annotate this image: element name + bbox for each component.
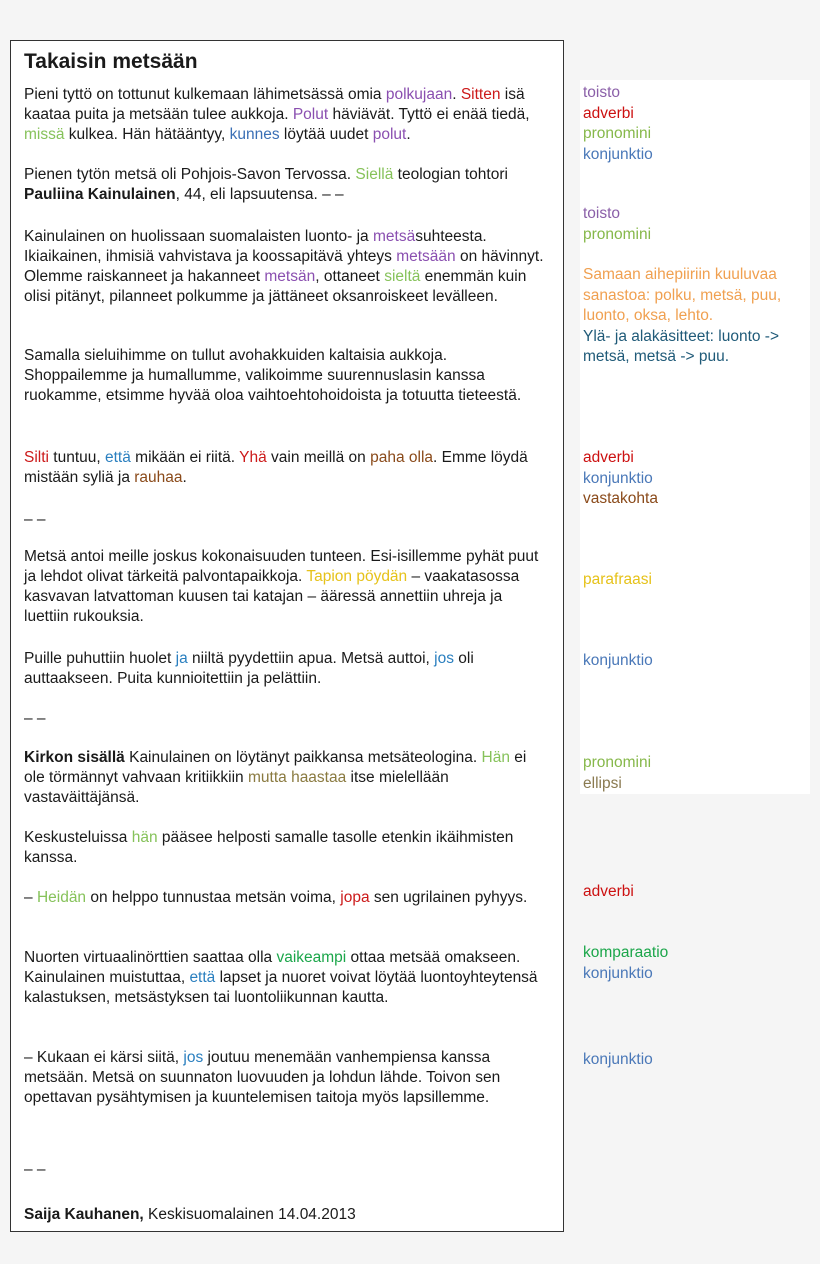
annotation-label: adverbi — [583, 449, 634, 466]
annotation-label: adverbi — [583, 104, 634, 122]
annotation-label: pronomini — [583, 754, 652, 771]
text-segment: Samalla sieluihimme on tullut avohakkuiden kaltaisia aukkoja. Shoppailemme ja humallumme, valikoimme suurennuslasin kanssa ruokamme, etsimme hyvää oloa vaihtoehtohoidoista ja totuutta tieteestä. — [24, 347, 522, 404]
paragraph-9 — [24, 828, 544, 868]
highlighted-word: polkujaan — [385, 86, 453, 103]
section-divider: – – — [24, 511, 46, 528]
text-segment: – Kukaan ei kärsi siitä, — [24, 1049, 184, 1066]
highlighted-word: että — [105, 449, 131, 466]
text-segment: teologian tohtori — [393, 166, 508, 183]
text-segment: Kainulainen on löytänyt paikkansa metsäteologina. — [124, 749, 482, 766]
annotation-label: toisto — [583, 205, 621, 222]
text-segment: Kainulainen on huolissaan suomalaisten luonto- ja — [24, 228, 373, 245]
text-segment: joutuu menemään vanhempiensa kanssa metsään. Metsä on suunnaton luovuuden ja lohdun lähde. Toivon sen opettavan pysähtymisen ja kuuntelemisen taitoja myös lapsillemme. — [24, 1049, 501, 1106]
text-segment: itse mielellään vastaväittäjänsä. — [24, 769, 449, 806]
highlighted-word: Yhä — [239, 449, 267, 466]
text-segment: . — [452, 86, 461, 103]
bold-text: Pauliina Kainulainen — [24, 186, 176, 203]
highlighted-word: vaikeampi — [276, 949, 347, 966]
annotation-label: konjunktio — [583, 652, 653, 669]
highlighted-word: Polut — [292, 106, 329, 123]
annotation-label: vastakohta — [583, 490, 658, 507]
highlighted-word: sieltä — [384, 268, 421, 285]
highlighted-word: ja — [175, 650, 188, 667]
highlighted-word: Silti — [24, 449, 49, 466]
bold-text: Saija Kauhanen, — [24, 1206, 144, 1223]
text-segment: Pieni tyttö on tottunut kulkemaan lähimetsässä omia — [24, 86, 386, 103]
text-segment: Keskisuomalainen 14.04.2013 — [143, 1206, 356, 1223]
paragraph-3 — [24, 227, 544, 307]
text-segment: sen ugrilainen pyhyys. — [369, 889, 528, 906]
annotation-label: Ylä- ja alakäsitteet: luonto -> metsä, metsä -> puu. — [583, 327, 780, 365]
text-segment: ei ole törmännyt vahvaan kritiikkiin — [24, 749, 527, 786]
text-segment: – — [24, 889, 37, 906]
annotation-label: toisto — [583, 84, 621, 101]
highlighted-word: Tapion pöydän — [306, 568, 408, 585]
text-segment: on helppo tunnustaa metsän voima, — [86, 889, 341, 906]
highlighted-word: rauhaa — [134, 469, 183, 486]
annotation-label: pronomini — [583, 225, 652, 243]
text-segment: tuntuu, — [48, 449, 105, 466]
highlighted-word: polut — [372, 126, 407, 143]
paragraph-2 — [24, 165, 544, 205]
annotation-label: konjunktio — [583, 145, 653, 163]
highlighted-word: paha olla — [370, 449, 434, 466]
highlighted-word: mutta haastaa — [248, 769, 347, 786]
annotation-group-5 — [583, 570, 815, 591]
text-segment: kulkea. Hän hätääntyy, — [64, 126, 230, 143]
paragraph-8 — [24, 748, 544, 808]
text-segment: Keskusteluissa — [24, 829, 132, 846]
text-segment: pääsee helposti samalle tasolle etenkin ikäihmisten kanssa. — [24, 829, 514, 866]
paragraph-6 — [24, 547, 544, 627]
annotation-label: parafraasi — [583, 571, 652, 588]
text-segment: . — [406, 126, 411, 143]
annotation-label: pronomini — [583, 125, 652, 142]
annotation-panel — [580, 80, 810, 794]
text-segment: on hävinnyt. Olemme raiskanneet ja hakanneet — [24, 248, 544, 285]
annotation-group-8 — [583, 882, 815, 903]
bold-text: Kirkon sisällä — [24, 749, 125, 766]
highlighted-word: Siellä — [355, 166, 394, 183]
section-divider: – – — [24, 1161, 46, 1178]
text-segment: oli auttaakseen. Puita kunnioitettiin ja pelättiin. — [24, 650, 474, 687]
highlighted-word: Hän — [481, 749, 510, 766]
highlighted-word: Sitten — [460, 86, 501, 103]
text-segment: . Emme löydä mistään syliä ja — [24, 449, 528, 486]
annotation-group-9 — [583, 943, 815, 984]
annotation-label: konjunktio — [583, 964, 653, 982]
highlighted-word: hän — [131, 829, 158, 846]
text-segment: , ottaneet — [315, 268, 385, 285]
highlighted-word: jos — [434, 650, 454, 667]
text-segment: . — [182, 469, 187, 486]
text-segment: – vaakatasossa kasvavan latvattoman kuusen tai katajan – ääressä annettiin uhreja ja luettiin rukouksia. — [24, 568, 520, 625]
text-segment: suhteesta. Ikiaikainen, ihmisiä vahvistava ja koossapitävä yhteys — [24, 228, 487, 265]
text-segment: lapset ja nuoret voivat löytää luontoyhteytensä kalastuksen, metsästyksen tai luontoliikunnan kautta. — [24, 969, 538, 1006]
paragraph-7 — [24, 649, 544, 689]
text-segment: niiltä pyydettiin apua. Metsä auttoi, — [187, 650, 435, 667]
annotation-group-6 — [583, 651, 815, 672]
annotation-group-1 — [583, 83, 815, 165]
highlighted-word: että — [189, 969, 216, 986]
highlighted-word: jos — [183, 1049, 204, 1066]
highlighted-word: metsän — [264, 268, 316, 285]
article-title: Takaisin metsään — [24, 50, 198, 73]
highlighted-word: Heidän — [36, 889, 87, 906]
text-segment: isä kaataa puita ja metsään tulee aukkoja. — [24, 86, 525, 123]
paragraph-5 — [24, 448, 544, 488]
annotation-label: Samaan aihepiiriin kuuluvaa sanastoa: polku, metsä, puu, luonto, oksa, lehto. — [583, 266, 782, 324]
text-segment: löytää uudet — [279, 126, 373, 143]
annotation-group-10 — [583, 1050, 815, 1071]
annotation-label: komparaatio — [583, 944, 669, 961]
highlighted-word: missä — [24, 126, 65, 143]
byline — [24, 1205, 544, 1225]
highlighted-word: kunnes — [229, 126, 280, 143]
paragraph-12 — [24, 1048, 544, 1108]
paragraph-4 — [24, 346, 544, 406]
highlighted-word: metsä — [373, 228, 416, 245]
annotation-group-7 — [583, 753, 815, 794]
text-segment: Puille puhuttiin huolet — [24, 650, 176, 667]
paragraph-10 — [24, 888, 544, 908]
text-segment: Pienen tytön metsä oli Pohjois-Savon Tervossa. — [24, 166, 356, 183]
text-segment: mikään ei riitä. — [130, 449, 240, 466]
text-segment: Metsä antoi meille joskus kokonaisuuden tunteen. Esi-isillemme pyhät puut ja lehdot olivat tärkeitä palvontapaikkoja. — [24, 548, 539, 585]
text-segment: häviävät. Tyttö ei enää tiedä, — [328, 106, 530, 123]
annotation-label: konjunktio — [583, 1051, 653, 1068]
annotation-group-4 — [583, 448, 815, 510]
paragraph-11 — [24, 948, 544, 1008]
paragraph-1 — [24, 85, 544, 145]
annotation-label: konjunktio — [583, 469, 653, 487]
annotation-label: ellipsi — [583, 774, 622, 792]
text-segment: vain meillä on — [266, 449, 371, 466]
text-segment: enemmän kuin olisi pitänyt, pilanneet polkumme ja jättäneet oksanroiskeet levälleen. — [24, 268, 527, 305]
text-segment: ottaa metsää omakseen. Kainulainen muistuttaa, — [24, 949, 521, 986]
annotation-label: adverbi — [583, 883, 634, 900]
text-segment: Nuorten virtuaalinörttien saattaa olla — [24, 949, 277, 966]
annotation-group-2 — [583, 204, 815, 245]
annotation-group-3 — [583, 265, 815, 368]
section-divider: – – — [24, 710, 46, 727]
highlighted-word: metsään — [396, 248, 456, 265]
highlighted-word: jopa — [340, 889, 370, 906]
text-segment: , 44, eli lapsuutensa. – – — [175, 186, 344, 203]
